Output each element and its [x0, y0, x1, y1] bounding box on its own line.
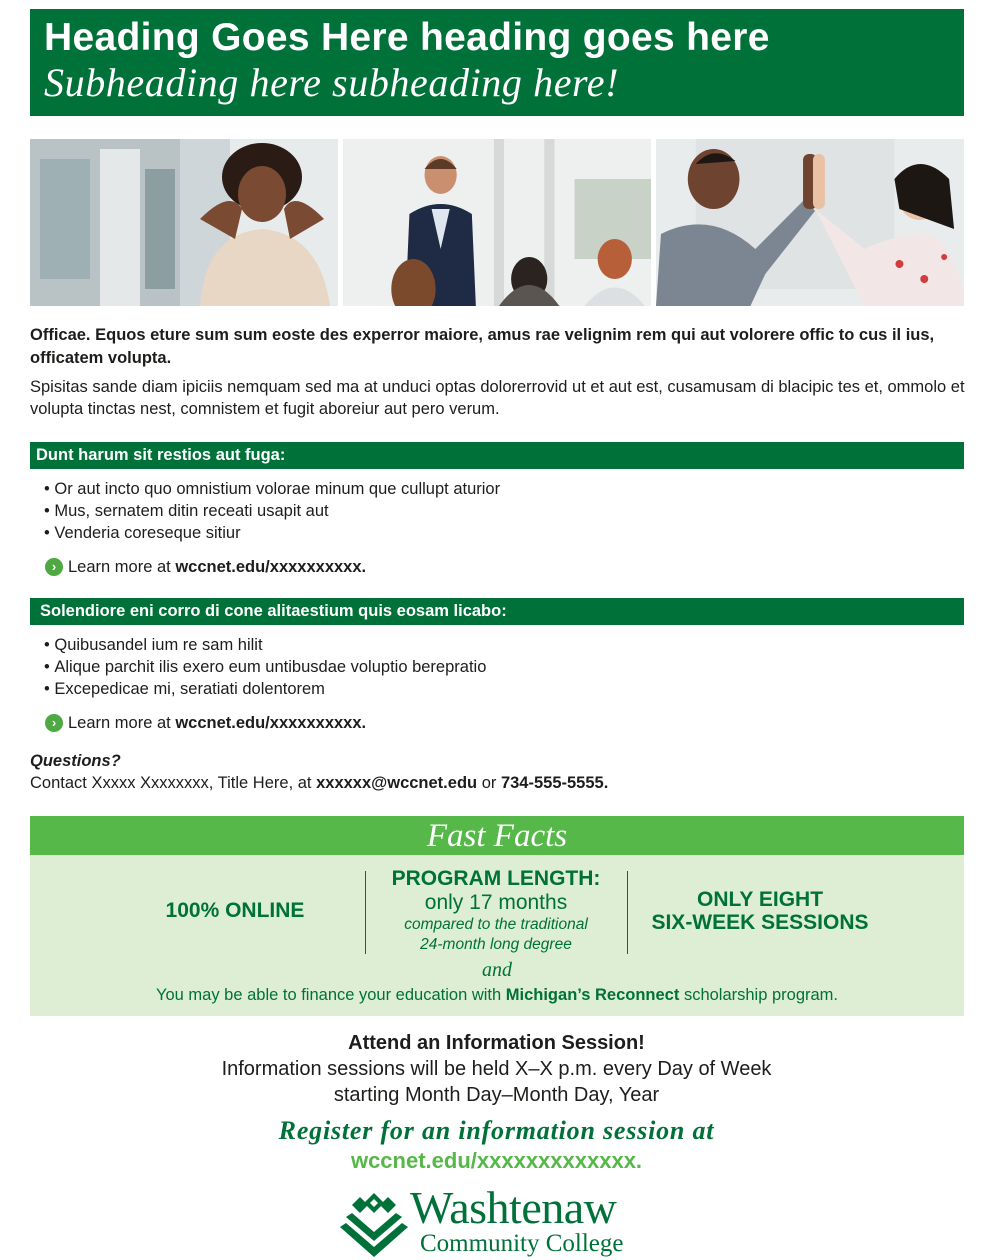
list-item: • Alique parchit ilis exero eum untibusdae voluptio berepratio [44, 656, 486, 678]
facts-and: and [482, 959, 512, 981]
register-text: Register for an information session at [278, 1116, 715, 1145]
learn-more-prefix: Learn more at [68, 714, 171, 732]
high-five-photo [656, 139, 964, 306]
session-title: Attend an Information Session! [348, 1032, 645, 1054]
college-logo [338, 1182, 658, 1260]
contact-or: or [477, 774, 501, 792]
contact-phone[interactable]: 734-555-5555. [500, 774, 609, 792]
intro-body: Spisitas sande diam ipiciis nemquam sed ma at unduci optas dolorerrovid ut et aut est, cusamusam di blacipic tes et, ommolo et volupta tinctas nest, comnistem et fugit aboreiur aut pero verum. [30, 378, 965, 418]
finance-program: Michigan’s Reconnect [505, 986, 680, 1004]
fact-length-value: only 17 months [424, 891, 568, 914]
learn-more-1[interactable] [45, 556, 366, 578]
fact-divider [627, 871, 628, 954]
section-heading-2: Solendiore eni corro di cone alitaestium quis eosam licabo: [30, 598, 964, 625]
contact-line [30, 772, 608, 794]
session-line-2: starting Month Day–Month Day, Year [333, 1084, 660, 1106]
list-item: • Or aut incto quo omnistium volorae minum que cullupt aturior [44, 478, 500, 500]
finance-line [30, 986, 964, 1005]
questions-title: Questions? [30, 752, 121, 770]
fact-sessions-line-2: SIX-WEEK SESSIONS [651, 911, 869, 934]
fact-sessions-line-1: ONLY EIGHT [696, 888, 824, 911]
fast-facts-panel [30, 855, 964, 1016]
presenter-photo [343, 139, 651, 306]
contact-prefix: Contact Xxxxx Xxxxxxxx, Title Here, at [30, 774, 317, 792]
learn-more-link[interactable]: wccnet.edu/xxxxxxxxxx. [175, 558, 367, 576]
college-logo-mark-icon [338, 1187, 410, 1259]
fact-online: 100% ONLINE [165, 899, 305, 922]
fact-length-label: PROGRAM LENGTH: [391, 867, 601, 890]
woman-smiling-photo [30, 139, 338, 306]
fact-length-note-1: compared to the traditional [404, 916, 588, 933]
photo-strip [30, 139, 964, 306]
learn-more-prefix: Learn more at [68, 558, 171, 576]
header-banner [30, 9, 964, 116]
list-item: • Mus, sernatem ditin receati usapit aut [44, 500, 500, 522]
list-item: • Venderia coreseque sitiur [44, 522, 500, 544]
chevron-right-icon: › [45, 714, 63, 732]
list-item: • Quibusandel ium re sam hilit [44, 634, 486, 656]
chevron-right-icon: › [45, 558, 63, 576]
finance-prefix: You may be able to finance your education with [155, 986, 506, 1004]
fast-facts-title: Fast Facts [30, 816, 964, 855]
session-line-1: Information sessions will be held X–X p.m. every Day of Week [221, 1058, 772, 1080]
logo-name: Washtenaw [410, 1182, 617, 1233]
intro-lead: Officae. Equos eture sum sum eoste des experror maiore, amus rae velignim rem qui aut volorere offic to cus il ius, officatem volupta. [30, 326, 935, 367]
questions-block [30, 750, 608, 794]
page-title: Heading Goes Here heading goes here [44, 16, 770, 59]
info-session-block [0, 1030, 993, 1108]
section-heading-1: Dunt harum sit restios aut fuga: [30, 442, 964, 469]
page-subtitle: Subheading here subheading here! [44, 60, 620, 105]
section-1-bullets [44, 478, 500, 544]
section-2-bullets [44, 634, 486, 700]
learn-more-2[interactable] [45, 712, 366, 734]
logo-subtitle: Community College [420, 1230, 624, 1257]
fact-sessions [630, 888, 890, 934]
fact-program-length [366, 867, 626, 955]
learn-more-link[interactable]: wccnet.edu/xxxxxxxxxx. [175, 714, 367, 732]
list-item: • Excepedicae mi, seratiati dolentorem [44, 678, 486, 700]
register-link[interactable]: wccnet.edu/xxxxxxxxxxxxx. [350, 1148, 643, 1173]
contact-email[interactable]: xxxxxx@wccnet.edu [316, 774, 478, 792]
intro-text [30, 324, 970, 420]
finance-suffix: scholarship program. [679, 986, 839, 1004]
fact-length-note-2: 24-month long degree [420, 936, 572, 953]
